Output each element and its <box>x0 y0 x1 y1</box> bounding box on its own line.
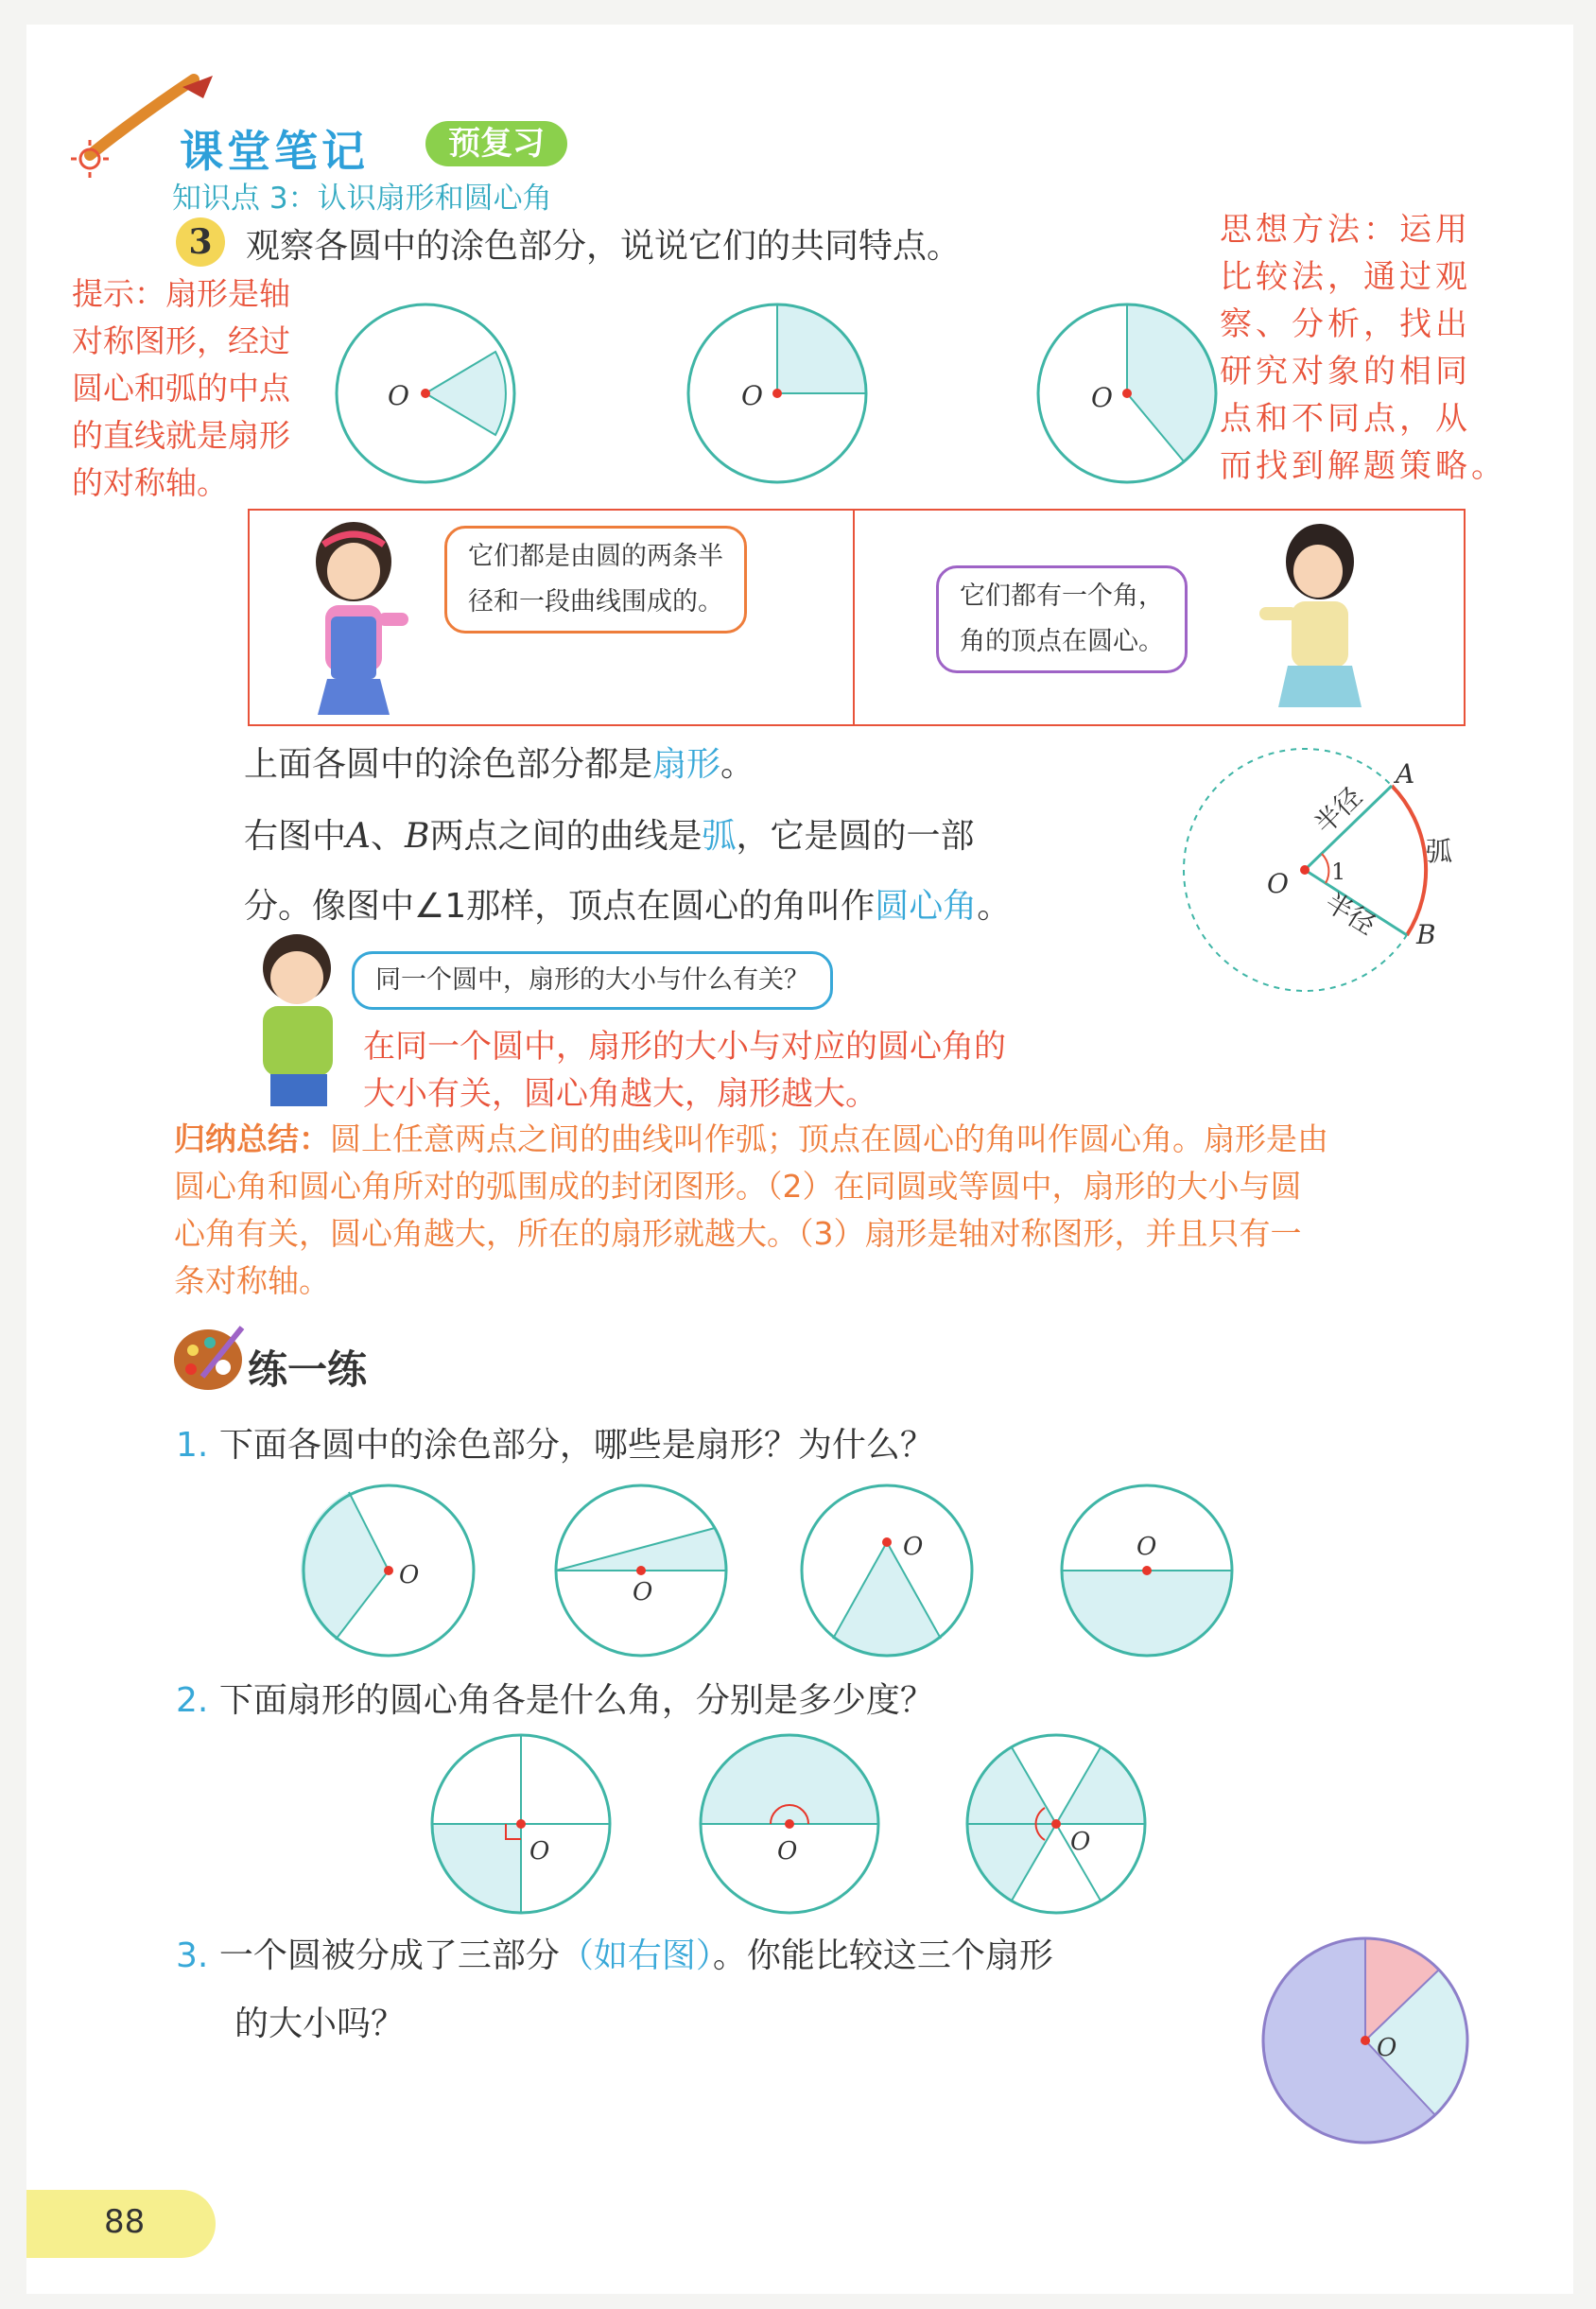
svg-text:O: O <box>633 1578 653 1606</box>
svg-text:O: O <box>1267 868 1289 899</box>
girl-illustration <box>295 518 418 717</box>
arc-mark <box>1392 786 1426 935</box>
center-dot <box>421 389 430 398</box>
speech-line: 角的顶点在圆心。 <box>960 627 1164 656</box>
method-line: 点和不同点，从 <box>1220 400 1471 438</box>
girl2-speech-bubble <box>936 565 1188 673</box>
arc-label: 弧 <box>1426 836 1453 867</box>
tip-box <box>72 270 327 507</box>
summary-line: 条对称轴。 <box>174 1262 330 1299</box>
practice-q3-line2: 的大小吗？ <box>234 2005 406 2043</box>
boy-question: 同一个圆中，扇形的大小与什么有关？ <box>375 965 809 995</box>
definition-sector: 上面各圆中的涂色部分都是扇形。 <box>244 745 755 784</box>
boy-illustration <box>242 930 356 1110</box>
svg-text:O: O <box>903 1533 924 1561</box>
svg-text:B: B <box>1416 919 1436 950</box>
method-line: 研究对象的相同 <box>1220 353 1471 391</box>
answer-line: 在同一个圆中，扇形的大小与对应的圆心角的 <box>363 1028 1006 1066</box>
example-circle-3 <box>1023 289 1231 497</box>
term-sector: 扇形 <box>652 745 721 784</box>
palette-icon <box>170 1322 246 1394</box>
q1-circle-c <box>799 1483 975 1658</box>
speech-line: 它们都有一个角， <box>960 582 1164 611</box>
boy-answer <box>363 1023 1006 1118</box>
example-question: 观察各圆中的涂色部分，说说它们的共同特点。 <box>246 227 962 266</box>
divider <box>853 509 855 724</box>
practice-q3: 3. 一个圆被分成了三部分（如右图）。你能比较这三个扇形 <box>176 1936 1053 1975</box>
boy-speech-bubble <box>352 951 833 1010</box>
method-line: 思想方法：运用 <box>1220 211 1471 249</box>
page-number: 88 <box>104 2203 146 2241</box>
q1-circle-a <box>301 1483 477 1658</box>
example-circle-2 <box>673 289 881 497</box>
practice-q2: 2. 下面扇形的圆心角各是什么角，分别是多少度？ <box>176 1681 934 1720</box>
review-badge: 预复习 <box>425 121 567 166</box>
practice-title: 练一练 <box>248 1346 368 1393</box>
svg-text:O: O <box>1070 1828 1091 1856</box>
summary-label: 归纳总结： <box>174 1120 330 1157</box>
q-number: 2. <box>176 1681 209 1720</box>
practice-q1: 1. 下面各圆中的涂色部分，哪些是扇形？为什么？ <box>176 1426 934 1465</box>
q-number: 3. <box>176 1936 209 1975</box>
definition-arc: 右图中A、B两点之间的曲线是弧，它是圆的一部 <box>244 817 975 856</box>
angle-label: 1 <box>1331 859 1346 885</box>
q-number: 1. <box>176 1426 209 1465</box>
method-line: 而找到解题策略。 <box>1220 447 1507 485</box>
center-dot <box>772 389 782 398</box>
girl2-illustration <box>1250 518 1382 717</box>
q1-circle-d <box>1059 1483 1235 1658</box>
svg-text:A: A <box>1396 758 1415 790</box>
term-arc: 弧 <box>702 817 737 856</box>
center-dot <box>1122 389 1132 398</box>
speech-line: 径和一段曲线围成的。 <box>468 587 723 616</box>
svg-text:O: O <box>529 1837 550 1866</box>
q2-circle-right-angle <box>429 1732 613 1916</box>
term-central-angle: 圆心角 <box>875 887 978 926</box>
svg-text:O: O <box>1136 1533 1157 1561</box>
method-line: 比较法，通过观 <box>1220 258 1471 296</box>
tip-line: 的直线就是扇形 <box>72 417 290 454</box>
center-label: O <box>388 380 409 411</box>
svg-text:O: O <box>777 1837 798 1866</box>
q2-circle-sixths <box>964 1732 1148 1916</box>
q1-circle-b <box>553 1483 729 1658</box>
tip-line: 对称图形，经过 <box>72 322 290 359</box>
knowledge-point-heading: 知识点 3：认识扇形和圆心角 <box>172 182 552 216</box>
summary-line: 圆上任意两点之间的曲线叫作弧；顶点在圆心的角叫作圆心角。扇形是由 <box>330 1120 1328 1157</box>
arc-diagram <box>1172 743 1494 998</box>
speech-line: 它们都是由圆的两条半 <box>468 542 723 571</box>
q2-circle-straight-angle <box>698 1732 881 1916</box>
radius-label-upper: 半径 <box>1308 780 1369 841</box>
svg-text:O: O <box>399 1561 420 1589</box>
summary-line: 圆心角和圆心角所对的弧围成的封闭图形。（2）在同圆或等圆中，扇形的大小与圆 <box>174 1168 1302 1205</box>
tip-line: 提示：扇形是轴 <box>72 275 290 312</box>
q3-pie-circle <box>1258 1933 1475 2150</box>
center-label: O <box>1091 382 1113 413</box>
tip-line: 圆心和弧的中点 <box>72 370 290 407</box>
girl1-speech-bubble <box>444 526 747 634</box>
figure-reference: （如右图） <box>559 1936 713 1975</box>
tip-line: 的对称轴。 <box>72 464 228 501</box>
example-circle-1 <box>321 289 529 497</box>
definition-central-angle: 分。像图中∠1那样，顶点在圆心的角叫作圆心角。 <box>244 887 1012 926</box>
method-box <box>1220 206 1522 490</box>
svg-text:O: O <box>1377 2034 1397 2062</box>
method-line: 察、分析，找出 <box>1220 305 1471 343</box>
summary-block <box>174 1116 1479 1305</box>
radius-label-lower: 半径 <box>1319 886 1381 942</box>
example-number-badge: 3 <box>176 217 225 267</box>
page-title: 课堂笔记 <box>180 126 369 177</box>
summary-line: 心角有关，圆心角越大，所在的扇形就越大。（3）扇形是轴对称图形，并且只有一 <box>174 1215 1302 1252</box>
answer-line: 大小有关，圆心角越大，扇形越大。 <box>363 1075 877 1113</box>
center-label: O <box>741 380 763 411</box>
